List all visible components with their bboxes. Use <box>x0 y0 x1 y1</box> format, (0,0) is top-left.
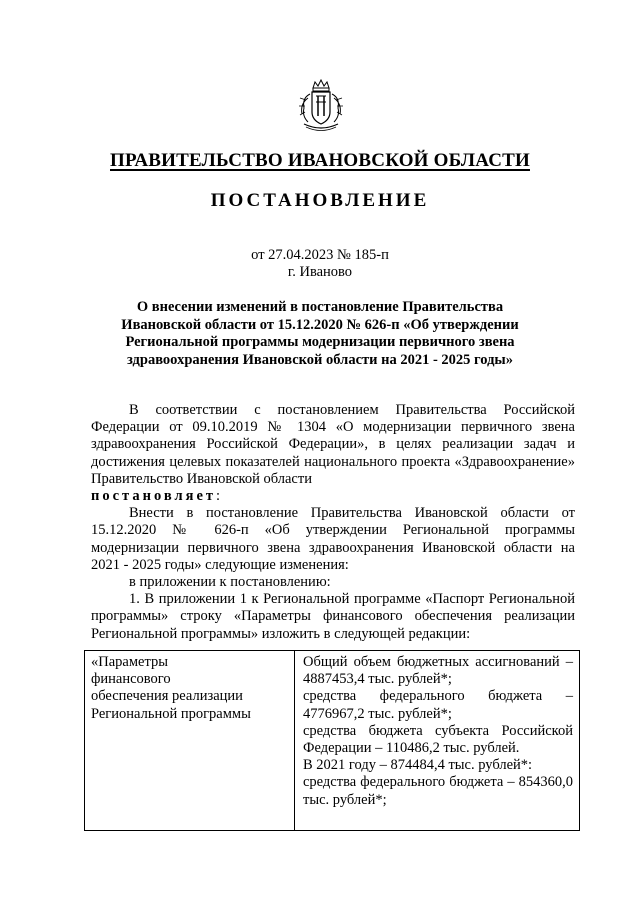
financing-table <box>84 650 580 831</box>
table-value-cell <box>295 651 579 830</box>
paragraph-decree <box>91 488 575 505</box>
document-body <box>91 402 575 643</box>
document-city: г. Иваново <box>287 264 353 280</box>
table-value-line: В 2021 году – 874484,4 тыс. рублей*: <box>303 757 533 774</box>
document-subject: О внесении изменений в постановление Правительства Ивановской области от 15.12.2020 № 626-п «Об утверждении Региональной программы модернизации первичного звена здравоохранения Ивановской области на 2021 - 2025 годы» <box>121 299 519 368</box>
document-date-number: от 27.04.2023 № 185-п <box>251 247 389 263</box>
paragraph-preamble <box>91 402 575 488</box>
table-value-line: Общий объем бюджетных ассигнований – 4887453,4 тыс. рублей*; <box>303 654 573 688</box>
paragraph-appendix: в приложении к постановлению: <box>129 574 331 591</box>
document-type: ПОСТАНОВЛЕНИЕ <box>210 190 430 211</box>
coat-of-arms-icon <box>296 78 346 132</box>
decree-word: постановляет <box>91 488 217 505</box>
paragraph-amend: Внести в постановление Правительства Ивановской области от 15.12.2020 № 626-п «Об утверждении Региональной программы модернизации первичного звена здравоохранения Ивановской области на 2021 - 2025 годы» следующие изменения: <box>91 505 575 573</box>
table-value-line: средства бюджета субъекта Российской Федерации – 110486,2 тыс. рублей. <box>303 722 573 757</box>
paragraph-item-1: 1. В приложении 1 к Региональной программе «Паспорт Региональной программы» строку «Параметры финансового обеспечения реализации Региональной программы» изложить в следующей редакции: <box>91 591 575 642</box>
decree-colon: : <box>216 488 221 505</box>
government-title: ПРАВИТЕЛЬСТВО ИВАНОВСКОЙ ОБЛАСТИ <box>110 150 530 171</box>
table-label-cell <box>85 651 295 830</box>
table-value-line: средства федерального бюджета – 854360,0 тыс. рублей*; <box>303 774 573 808</box>
table-value-line: средства федерального бюджета – 4776967,2 тыс. рублей*; <box>303 688 573 722</box>
table-label-text: «Параметры финансового обеспечения реализации Региональной программы <box>91 654 251 722</box>
preamble-text: В соответствии с постановлением Правительства Российской Федерации от 09.10.2019 № 1304 «О модернизации первичного звена здравоохранения Российской Федерации», в целях реализации задач и достижения целевых показателей национального проекта «Здравоохранение» Правительство Ивановской области <box>91 402 575 487</box>
